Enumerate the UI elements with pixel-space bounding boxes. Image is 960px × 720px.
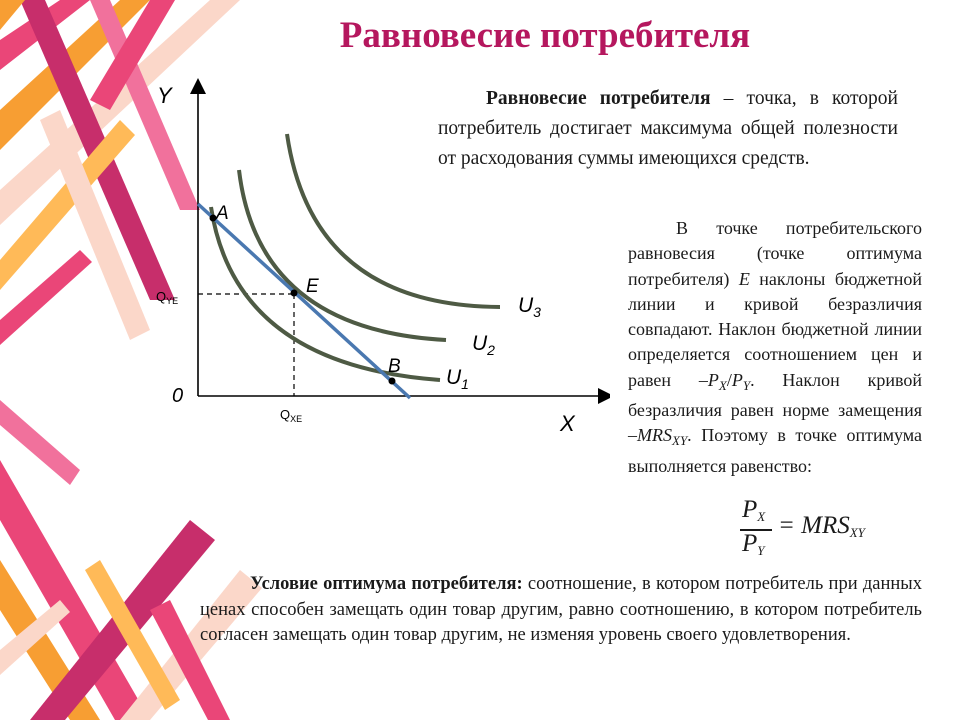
slash: / bbox=[726, 369, 732, 390]
qx-label: $Q_{XE}$ bbox=[280, 407, 303, 424]
explanation-paragraph bbox=[628, 216, 922, 479]
formula-right-side: = $MRS_{XY}$ bbox=[778, 512, 865, 540]
x-axis-label: X bbox=[560, 411, 575, 436]
explanation-text-1: В точке потребительского равновесия (точке оптимума потребителя) bbox=[628, 218, 922, 289]
point-b-marker bbox=[389, 378, 396, 385]
page-title: Равновесие потребителя bbox=[339, 15, 751, 56]
definition-term: Равновесие потребителя bbox=[486, 88, 711, 109]
equilibrium-formula bbox=[738, 496, 898, 562]
y-axis-label: Y bbox=[157, 83, 172, 108]
stripes-bottom-left bbox=[0, 400, 262, 720]
u3-label: $U_3$ bbox=[518, 294, 541, 320]
optimum-condition-paragraph bbox=[200, 572, 922, 649]
budget-line bbox=[198, 204, 410, 398]
point-e-label: E bbox=[306, 276, 319, 297]
explanation-text-3: . Наклон кривой безразличия равен норме замещения – bbox=[628, 369, 922, 446]
price-x: $P_X$ bbox=[707, 369, 727, 393]
definition-text: – точка, в которой потребитель достигает максимума общей полезности от расходования суммы имеющихся средств. bbox=[438, 88, 898, 169]
explanation-text-2: наклоны бюджетной линии и кривой безразличия совпадают. Наклон бюджетной линии определяется соотношением цен и равен – bbox=[628, 268, 923, 390]
u2-label: $U_2$ bbox=[472, 332, 495, 358]
formula-denominator: $P_Y$ bbox=[742, 530, 765, 558]
condition-text: соотношение, в котором потребитель при данных ценах способен замещать один товар другим, равно соотношению, в котором потребитель согласен замещать один товар другим, не изменяя уровень своего удовлетворения. bbox=[200, 574, 922, 645]
explanation-point-e: E bbox=[738, 268, 750, 289]
explanation-text-4: . Поэтому в точке оптимума выполняется равенство: bbox=[628, 425, 922, 476]
point-b-label: B bbox=[388, 356, 401, 377]
origin-label: 0 bbox=[172, 385, 184, 407]
definition-paragraph bbox=[438, 84, 898, 174]
price-y: $P_Y$ bbox=[731, 369, 751, 393]
mrs-term: $MRS_{XY}$ bbox=[637, 425, 688, 449]
qy-label: $Q_{YE}$ bbox=[156, 289, 179, 306]
formula-numerator: $P_X$ bbox=[742, 496, 766, 524]
point-e-marker bbox=[291, 290, 298, 297]
u1-label: $U_1$ bbox=[446, 366, 469, 392]
point-a-label: A bbox=[216, 203, 229, 224]
condition-term: Условие оптимума потребителя: bbox=[250, 574, 523, 594]
